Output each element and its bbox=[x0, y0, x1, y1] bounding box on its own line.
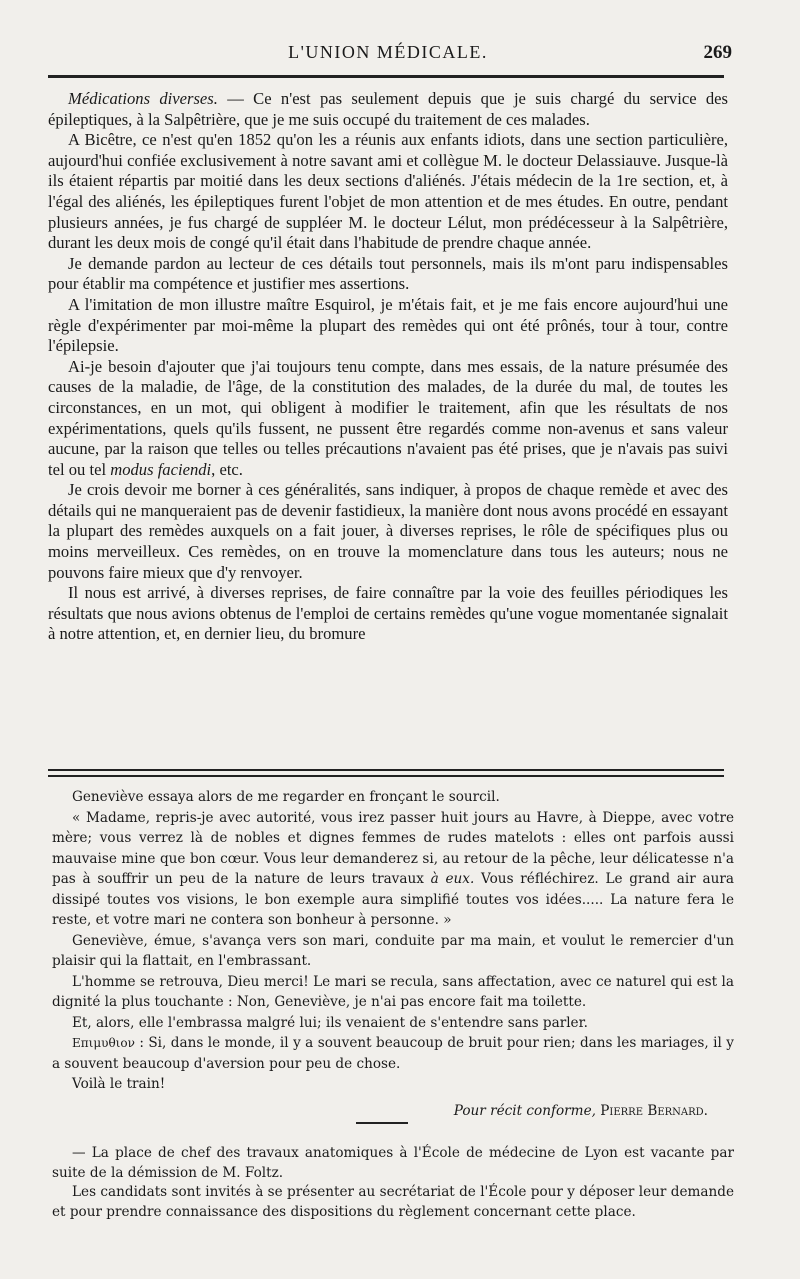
notice-divider bbox=[356, 1122, 408, 1124]
article-paragraph: A l'imitation de mon illustre maître Esquirol, je m'étais fait, et je me fais encore aujourd'hui une règle d'expérimenter par moi-même la plupart des remèdes qui ont été prônés, tour à tour, contre l'épilepsie. bbox=[48, 294, 728, 356]
feuilleton-section bbox=[52, 787, 734, 1121]
article-paragraph: A Bicêtre, ce n'est qu'en 1852 qu'on les a réunis aux enfants idiots, dans une section particulière, aujourd'hui confiée exclusivement à notre savant ami et collègue M. le docteur Delassiauve. Jusque-là ils étaient répartis par moitié dans les deux sections d'aliénés. J'étais médecin de la 1re section, et, à l'égal des aliénés, les épileptiques furent l'objet de mon attention et de mes études. En outre, pendant plusieurs années, je fus chargé de suppléer M. le docteur Lélut, mon prédécesseur à la Salpêtrière, durant les deux mois de congé qu'il était dans l'habitude de prendre chaque année. bbox=[48, 130, 728, 253]
article-paragraph: Ai-je besoin d'ajouter que j'ai toujours tenu compte, dans mes essais, de la nature présumée des causes de la maladie, de l'âge, de la constitution des malades, de la durée du mal, de toutes les circonstances, en un mot, qui obligent à modifier le traitement, afin que les résultats de nos expérimentations, quels qu'ils fussent, ne pussent être regardés comme non-avenus et sans valeur aucune, par la raison que telles ou telles précautions n'avaient pas été prises, que je n'avais pas suivi tel ou tel modus faciendi, etc. bbox=[48, 356, 728, 479]
page-header bbox=[48, 42, 732, 68]
notice-section bbox=[52, 1144, 734, 1222]
running-title: L'UNION MÉDICALE. bbox=[288, 42, 488, 62]
article-paragraph: Je demande pardon au lecteur de ces détails tout personnels, mais ils m'ont paru indispensables pour établir ma compétence et justifier mes assertions. bbox=[48, 253, 728, 294]
greek-word: Επιμυθιον bbox=[72, 1036, 135, 1050]
article-paragraph: Je crois devoir me borner à ces généralités, sans indiquer, à propos de chaque remède et avec des détails qui ne manqueraient pas de devenir fastidieux, la manière dont nous avons procédé en essayant la plupart des remèdes auxquels on a fait jouer, à diverses reprises, le rôle de spécifiques plus ou moins merveilleux. Ces remèdes, on en trouve la momenclature dans tous les auteurs; nous ne pouvons faire mieux que d'y renvoyer. bbox=[48, 480, 728, 582]
feuilleton-paragraph: Επιμυθιον : Si, dans le monde, il y a souvent beaucoup de bruit pour rien; dans les mariages, il y a souvent beaucoup d'aversion pour peu de chose. bbox=[52, 1035, 734, 1072]
feuilleton-paragraph: Geneviève essaya alors de me regarder en fronçant le sourcil. bbox=[72, 789, 500, 805]
feuilleton-paragraph: L'homme se retrouva, Dieu merci! Le mari se recula, sans affectation, avec ce naturel qui est la dignité la plus touchante : Non, Geneviève, je n'ai pas encore fait ma toilette. bbox=[52, 973, 734, 1010]
feuilleton-paragraph: « Madame, repris-je avec autorité, vous irez passer huit jours au Havre, à Dieppe, avec votre mère; vous verrez là de nobles et dignes femmes de rudes matelots : elles ont parfois aussi mauvaise mine que bon cœur. Vous leur demanderez si, au retour de la pêche, leur délicatesse n'a pas à souffrir un peu de la nature de leurs travaux à eux. Vous réfléchirez. Le grand air aura dissipé toutes vos visions, le bon exemple aura simplifié toutes vos idées..... La nature fera le reste, et votre mari ne contera son bonheur à personne. » bbox=[52, 809, 734, 928]
page-number: 269 bbox=[703, 42, 732, 63]
feuilleton-paragraph: Geneviève, émue, s'avança vers son mari, conduite par ma main, et voulut le remercier d'un plaisir qui la flattait, en l'embrassant. bbox=[52, 932, 734, 969]
feuilleton-paragraph: Et, alors, elle l'embrassa malgré lui; ils venaient de s'entendre sans parler. bbox=[72, 1014, 588, 1031]
notice-paragraph: Les candidats sont invités à se présenter au secrétariat de l'École pour y déposer leur demande et pour prendre connaissance des dispositions du règlement concernant cette place. bbox=[52, 1184, 734, 1220]
notice-paragraph: — La place de chef des travaux anatomiques à l'École de médecine de Lyon est vacante par suite de la démission de M. Foltz. bbox=[52, 1145, 734, 1181]
feuilleton-divider bbox=[48, 769, 724, 777]
feuilleton-paragraph: Voilà le train! bbox=[72, 1076, 166, 1092]
signature: Pour récit conforme, Pierre Bernard. bbox=[453, 1102, 708, 1119]
section-title: Médications diverses. bbox=[68, 89, 218, 108]
article-paragraph: Il nous est arrivé, à diverses reprises, de faire connaître par la voie des feuilles périodiques les résultats que nous avions obtenus de l'emploi de certains remèdes qu'une vogue momentanée signalait à notre attention, et, en dernier lieu, du bromure bbox=[48, 583, 728, 644]
article-body bbox=[48, 89, 728, 645]
article-paragraph: Médications diverses. — Ce n'est pas seulement depuis que je suis chargé du service des épileptiques, à la Salpêtrière, que je me suis occupé du traitement de ces malades. bbox=[48, 89, 729, 129]
header-rule bbox=[48, 75, 724, 78]
